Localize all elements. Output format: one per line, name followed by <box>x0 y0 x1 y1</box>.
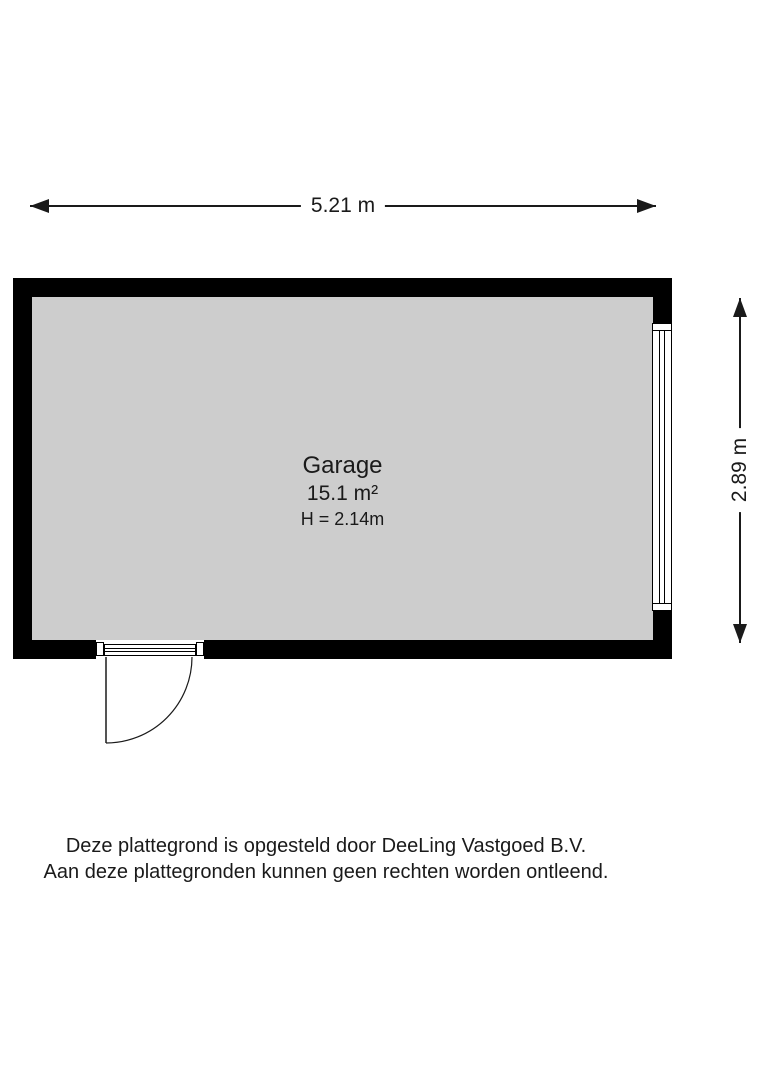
disclaimer-line-1: Deze plattegrond is opgesteld door DeeLing Vastgoed B.V. <box>65 835 587 857</box>
window-pane-line <box>659 331 660 603</box>
door-jamb-right <box>196 642 204 656</box>
arrow-right-icon <box>637 199 656 213</box>
disclaimer <box>0 833 652 885</box>
window-frame-bottom <box>653 603 671 604</box>
window <box>652 323 672 611</box>
door-threshold <box>104 644 196 656</box>
window-pane-line <box>664 331 665 603</box>
height-dimension-label: 2.89 m <box>727 428 753 512</box>
door-threshold-line <box>105 651 195 652</box>
arrow-down-icon <box>733 624 747 643</box>
width-dimension-label: 5.21 m <box>301 193 385 219</box>
door-swing-icon <box>96 657 196 747</box>
arrow-up-icon <box>733 298 747 317</box>
garage-walls <box>13 278 672 659</box>
room-label <box>32 452 653 531</box>
door-threshold-line <box>105 648 195 649</box>
room-area: 15.1 m² <box>306 482 379 505</box>
window-frame-top <box>653 330 671 331</box>
room-ceiling-height: H = 2.14m <box>300 509 385 529</box>
door-jamb-left <box>96 642 104 656</box>
disclaimer-line-2: Aan deze plattegronden kunnen geen rechten worden ontleend. <box>43 861 609 883</box>
arrow-left-icon <box>30 199 49 213</box>
room-name: Garage <box>302 452 383 479</box>
